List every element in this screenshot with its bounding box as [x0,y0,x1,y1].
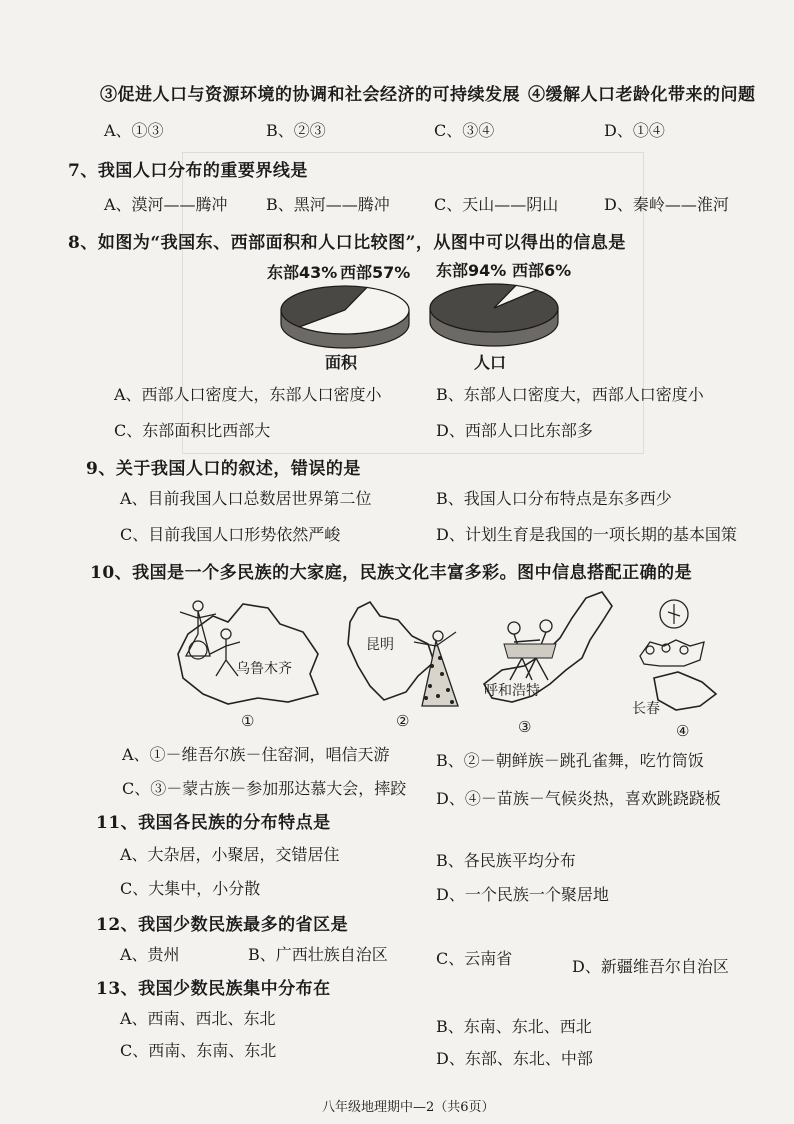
pie-area-title: 面积 [325,353,358,372]
q6-option-a: A、①③ [104,121,164,140]
q13-option-d: D、东部、东北、中部 [436,1049,593,1068]
q9-option-b: B、我国人口分布特点是东多西少 [436,489,672,508]
pie-charts [0,278,794,378]
q7-option-a: A、漠河——腾冲 [104,195,228,214]
q7-option-c: C、天山——阴山 [434,195,559,214]
q8-option-b: B、东部人口密度大，西部人口密度小 [436,385,704,404]
q6-option-b: B、②③ [266,121,326,140]
pie-area-label-east: 东部43% [267,263,338,282]
q12-option-b: B、广西壮族自治区 [248,945,388,964]
q8-stem: 8、如图为“我国东、西部面积和人口比较图”，从图中可以得出的信息是 [68,233,626,253]
q12-option-d: D、新疆维吾尔自治区 [572,957,729,976]
q13-option-c: C、西南、东南、东北 [120,1041,277,1060]
city-changchun: 长春 [632,701,660,717]
q10-option-b: B、②－朝鲜族－跳孔雀舞，吃竹筒饭 [436,751,704,770]
q11-option-c: C、大集中，小分散 [120,879,261,898]
pie-area-label-west: 西部57% [340,263,411,282]
q12-option-c: C、云南省 [436,949,513,968]
q11-stem: 11、我国各民族的分布特点是 [96,813,331,833]
q11-option-b: B、各民族平均分布 [436,851,576,870]
city-hohhot: 呼和浩特 [484,683,540,699]
q8-option-d: D、西部人口比东部多 [436,421,593,440]
q8-option-a: A、西部人口密度大，东部人口密度小 [114,385,382,404]
q7-stem: 7、我国人口分布的重要界线是 [68,161,308,181]
q10-option-c: C、③－蒙古族－参加那达慕大会，摔跤 [122,779,407,798]
q11-option-d: D、一个民族一个聚居地 [436,885,609,904]
pie-chart-area [281,286,409,348]
q10-option-d: D、④－苗族－气候炎热，喜欢跳跷跷板 [436,789,721,808]
q13-option-a: A、西南、西北、东北 [120,1009,276,1028]
pie-pop-title: 人口 [474,353,507,372]
pie-chart-population [430,284,558,346]
figure-num-2: ② [396,712,410,730]
q11-option-a: A、大杂居，小聚居，交错居住 [120,845,340,864]
pie-pop-label-east: 东部94% [436,261,507,280]
page-footer: 八年级地理期中—2（共6页） [322,1100,495,1115]
q6-item-4: ④缓解人口老龄化带来的问题 [528,85,756,105]
q13-option-b: B、东南、东北、西北 [436,1017,592,1036]
q6-item-3: ③促进人口与资源环境的协调和社会经济的可持续发展 [100,85,520,105]
figure-num-3: ③ [518,718,532,736]
q10-option-a: A、①－维吾尔族－住窑洞，唱信天游 [122,745,390,764]
q12-stem: 12、我国少数民族最多的省区是 [96,915,349,935]
q9-option-a: A、目前我国人口总数居世界第二位 [120,489,372,508]
q7-option-d: D、秦岭——淮河 [604,195,729,214]
q8-option-c: C、东部面积比西部大 [114,421,271,440]
q9-stem: 9、关于我国人口的叙述，错误的是 [86,459,361,479]
q9-option-d: D、计划生育是我国的一项长期的基本国策 [436,525,737,544]
q10-stem: 10、我国是一个多民族的大家庭，民族文化丰富多彩。图中信息搭配正确的是 [90,563,693,583]
map-yunnan [340,596,470,726]
q7-option-b: B、黑河——腾冲 [266,195,390,214]
map-xinjiang [168,594,328,714]
q12-option-a: A、贵州 [120,945,180,964]
q13-stem: 13、我国少数民族集中分布在 [96,979,331,999]
q6-option-d: D、①④ [604,121,665,140]
figure-num-4: ④ [676,722,690,740]
city-kunming: 昆明 [366,637,394,653]
q9-option-c: C、目前我国人口形势依然严峻 [120,525,341,544]
q6-option-c: C、③④ [434,121,495,140]
figure-num-1: ① [241,712,255,730]
pie-pop-label-west: 西部6% [512,261,572,280]
city-urumqi: 乌鲁木齐 [236,661,292,677]
